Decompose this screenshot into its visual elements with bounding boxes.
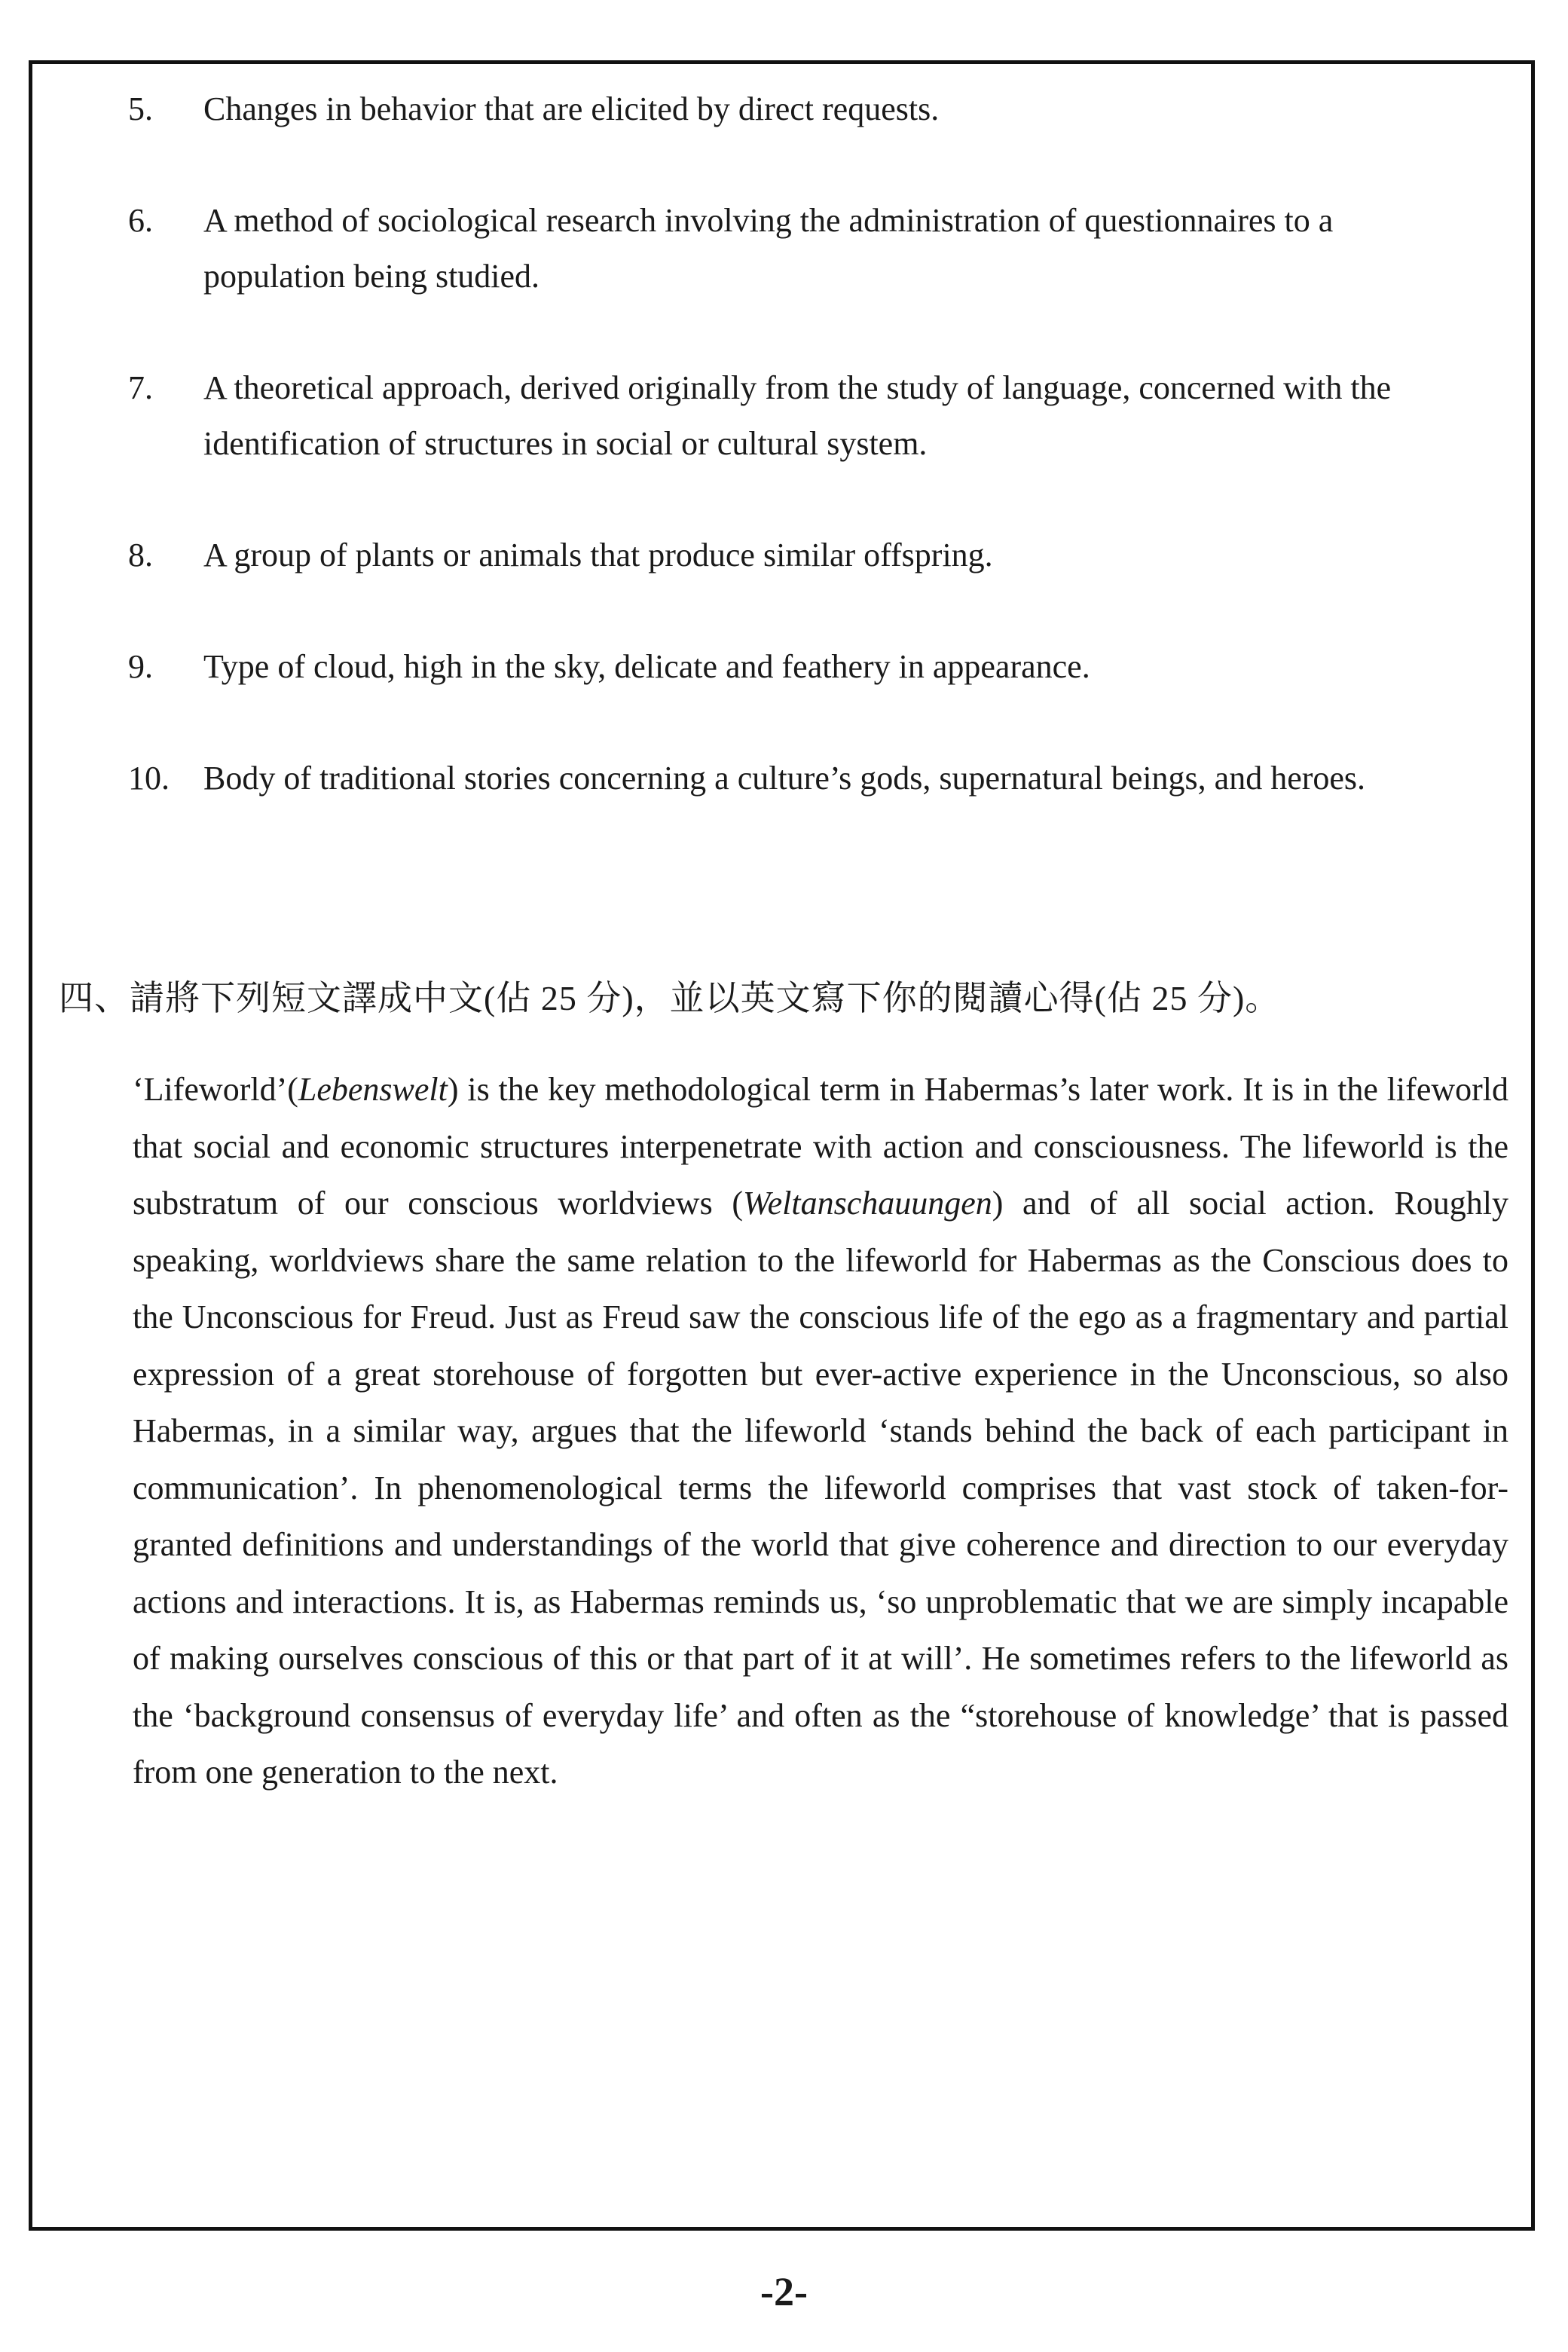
definition-text: Type of cloud, high in the sky, delicate and feathery in appearance. <box>203 648 1090 685</box>
definition-item <box>128 360 1409 472</box>
definition-number: 8. <box>128 537 153 573</box>
definition-number: 10. <box>128 760 170 797</box>
definition-number: 5. <box>128 90 153 127</box>
definition-item <box>128 81 1409 137</box>
definition-text: A theoretical approach, derived originally from the study of language, concerned with the identification of structures in social or cultural system. <box>203 369 1392 462</box>
definition-item <box>128 193 1409 304</box>
definition-text: A method of sociological research involving the administration of questionnaires to a population being studied. <box>203 202 1334 295</box>
definition-list <box>128 81 1409 862</box>
definition-text: Changes in behavior that are elicited by direct requests. <box>203 90 940 127</box>
passage-text: ) is the key methodological term in Habermas’s later work. It is in the lifeworld that social and economic structures interpenetrate with action and consciousness. The lifeworld is the substratum of our conscious worldviews ( <box>133 1071 1508 1222</box>
section-four-heading: 四、請將下列短文譯成中文(佔 25 分)，並以英文寫下你的閱讀心得(佔 25 分)。 <box>59 979 1281 1017</box>
definition-number: 9. <box>128 648 153 685</box>
definition-number: 6. <box>128 202 153 239</box>
definition-text: A group of plants or animals that produce similar offspring. <box>203 537 993 573</box>
definition-number: 7. <box>128 369 153 406</box>
translation-passage <box>133 1061 1508 1801</box>
definition-text: Body of traditional stories concerning a culture’s gods, supernatural beings, and heroes. <box>203 760 1366 797</box>
passage-text: ‘Lifeworld’( <box>133 1071 298 1108</box>
passage-italic-term: Weltanschauungen <box>742 1185 992 1222</box>
page-number: -2- <box>760 2269 808 2314</box>
passage-text: ) and of all social action. Roughly speaking, worldviews share the same relation to the lifeworld for Habermas as the Conscious does to the Unconscious for Freud. Just as Freud saw the conscious life of the ego as a fragmentary and partial expression of a great storehouse of forgotten but ever-active experience in the Unconscious, so also Habermas, in a similar way, argues that the lifeworld ‘stands behind the back of each participant in communication’. In phenomenological terms the lifeworld comprises that vast stock of taken-for-granted definitions and understandings of the world that give coherence and direction to our everyday actions and interactions. It is, as Habermas reminds us, ‘so unproblematic that we are simply incapable of making ourselves conscious of this or that part of it at will’. He sometimes refers to the lifeworld as the ‘background consensus of everyday life’ and often as the “storehouse of knowledge’ that is passed from one generation to the next. <box>133 1185 1508 1791</box>
definition-item <box>128 751 1409 806</box>
definition-item <box>128 639 1409 695</box>
passage-italic-term: Lebenswelt <box>298 1071 448 1108</box>
definition-item <box>128 528 1409 583</box>
